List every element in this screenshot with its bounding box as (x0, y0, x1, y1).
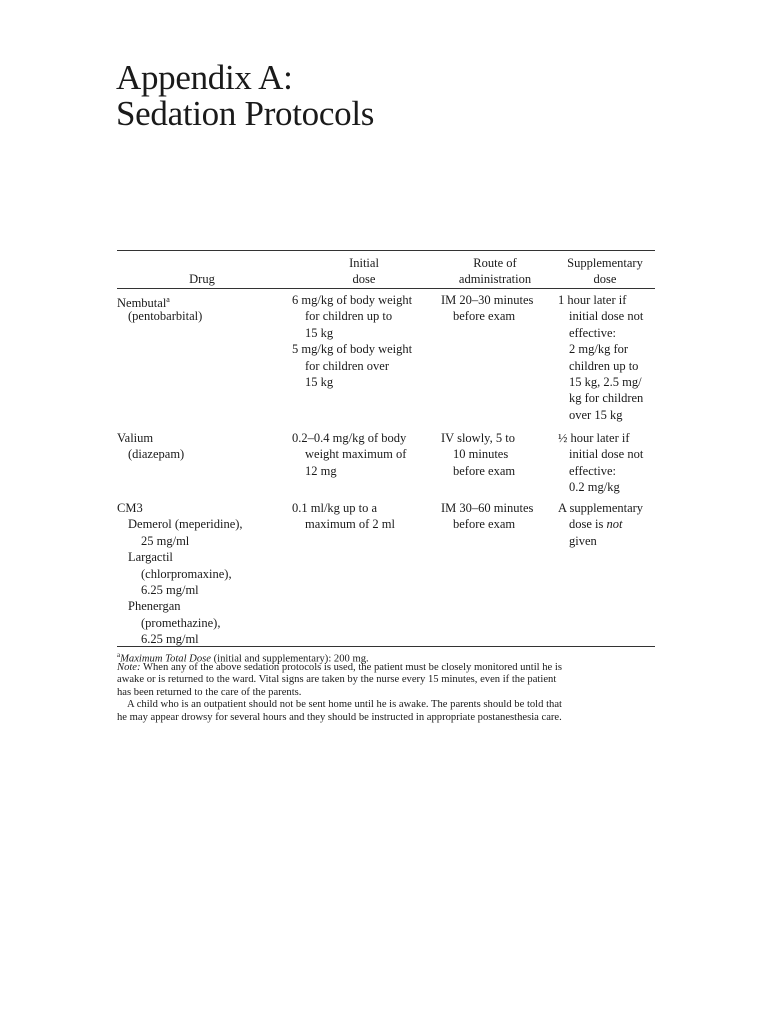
emphasis-not: not (606, 517, 623, 532)
header-drug: Drug (189, 272, 215, 286)
drug-generic-name: (chlorpromaxine), (141, 566, 232, 581)
table-bottom-rule (117, 646, 655, 647)
drug-generic-name: (pentobarbital) (128, 309, 203, 324)
drug-concentration: 6.25 mg/ml (141, 632, 199, 647)
drug-name: CM3 (117, 501, 143, 515)
drug-component: Phenergan (128, 599, 181, 614)
drug-name: Nembutal (117, 296, 167, 311)
drug-generic-name: (promethazine), (141, 615, 221, 630)
table-header-rule (117, 288, 655, 289)
footnote-marker: a (166, 295, 170, 304)
footnote-maximum-dose: $^a$Maximum Total Dose (initial and supplementary): 200 mg. (117, 651, 369, 665)
drug-concentration: 6.25 mg/ml (141, 583, 199, 597)
drug-generic-name: (diazepam) (128, 447, 185, 462)
table-top-rule (117, 250, 655, 251)
page-title-line-2: Sedation Protocols (116, 94, 375, 133)
drug-component: Demerol (meperidine), (128, 517, 243, 532)
drug-component: Largactil (128, 550, 173, 565)
drug-concentration: 25 mg/ml (141, 533, 190, 548)
page-title-line-1: Appendix A: (116, 58, 293, 97)
drug-name: Valium (117, 431, 154, 445)
